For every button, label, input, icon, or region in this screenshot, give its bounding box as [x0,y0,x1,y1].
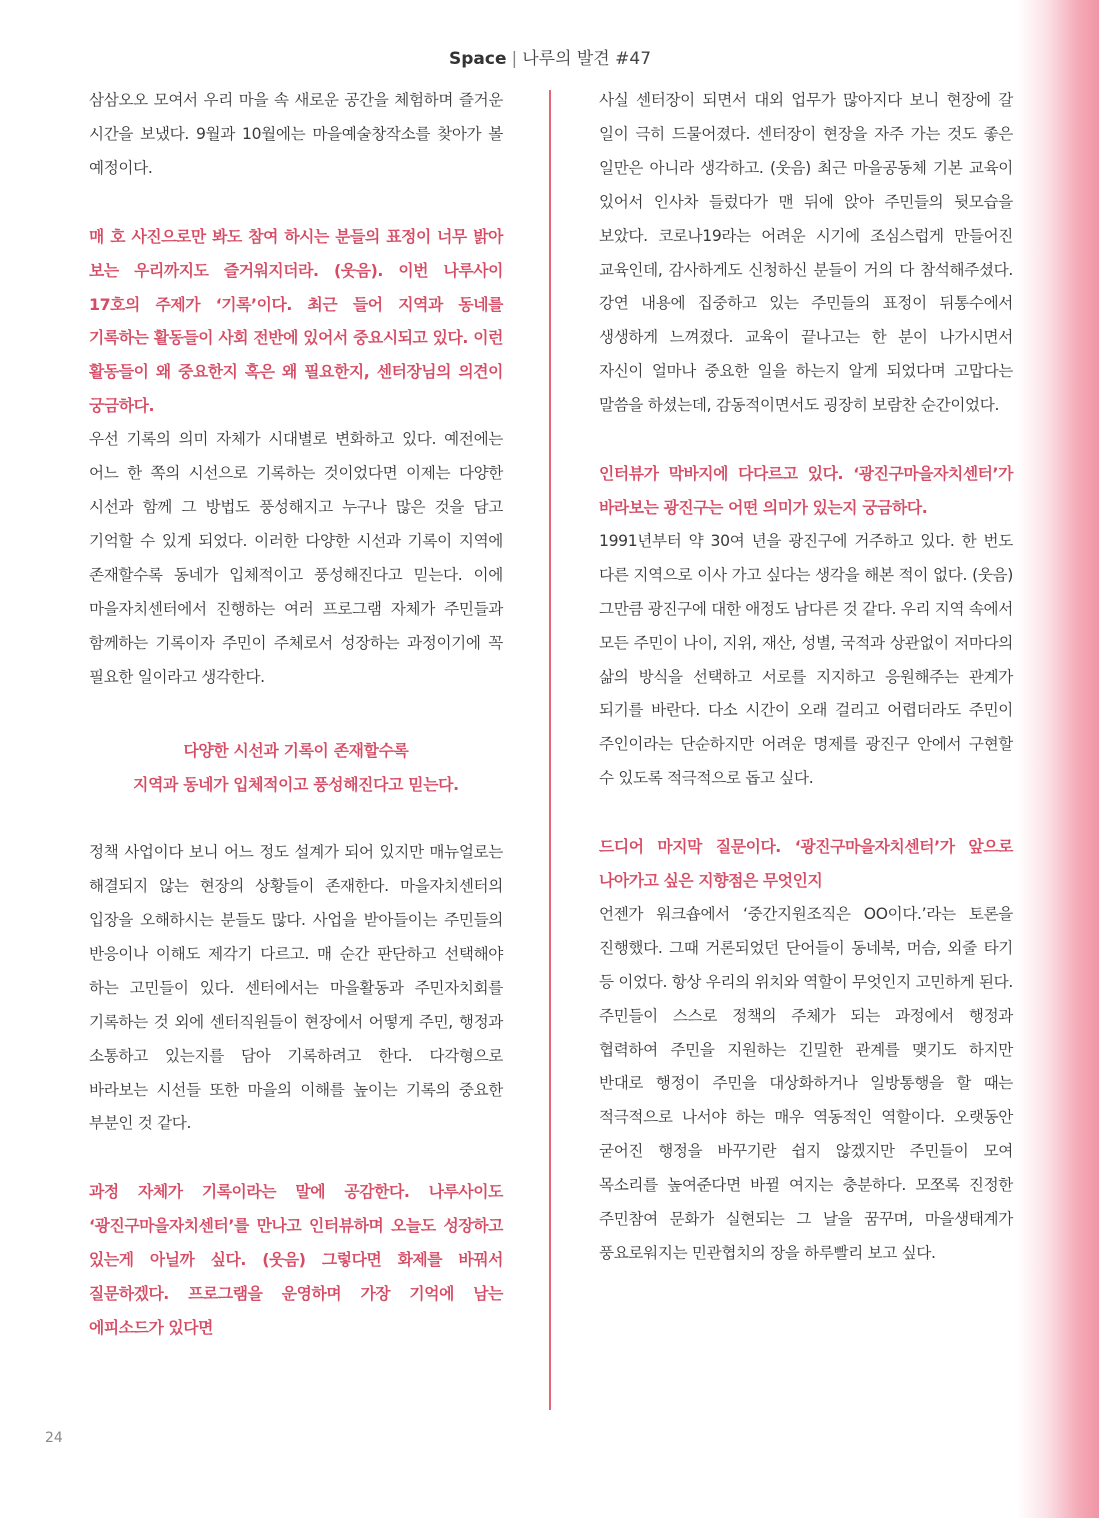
right-column [599,84,1013,1271]
issue-label: 나루의 발견 #47 [522,49,652,69]
answer-paragraph: 정책 사업이다 보니 어느 정도 설계가 되어 있지만 매뉴얼로는 해결되지 않는 현장의 상황들이 존재한다. 마을자치센터의 입장을 오해하시는 분들도 많다. 사업을 받아들이는 주민들의 반응이나 이해도 제각기 다르고. 매 순간 판단하고 선택해야 하는 고민들이 있다. 센터에서는 마을활동과 주민자치회를 기록하는 것 외에 센터직원들이 현장에서 어떻게 주민, 행정과 소통하고 있는지를 담아 기록하려고 한다. 다각형으로 바라보는 시선들 또한 마을의 이해를 높이는 기록의 중요한 부분인 것 같다. [89,843,503,1133]
answer-paragraph: 삼삼오오 모여서 우리 마을 속 새로운 공간을 체험하며 즐거운 시간을 보냈다. 9월과 10월에는 마을예술창작소를 찾아가 볼 예정이다. [89,91,503,177]
pull-quote-line: 다양한 시선과 기록이 존재할수록 [183,741,409,761]
interview-question: 매 호 사진으로만 봐도 참여 하시는 분들의 표정이 너무 밝아 보는 우리까지도 즐거워지더라. (웃음). 이번 나루사이 17호의 주제가 ‘기록’이다. 최근 들어 지역과 동네를 기록하는 활동들이 사회 전반에 있어서 중요시되고 있다. 이런 활동들이 왜 중요한지 혹은 왜 필요한지, 센터장님의 의견이 궁금하다. [89,226,503,416]
answer-paragraph: 우선 기록의 의미 자체가 시대별로 변화하고 있다. 예전에는 어느 한 쪽의 시선으로 기록하는 것이었다면 이제는 다양한 시선과 함께 그 방법도 풍성해지고 누구나 많은 것을 담고 기억할 수 있게 되었다. 이러한 다양한 시선과 기록이 지역에 존재할수록 동네가 입체적이고 풍성해진다고 믿는다. 이에 마을자치센터에서 진행하는 여러 프로그램 자체가 주민들과 함께하는 기록이자 주민이 주체로서 성장하는 과정이기에 꼭 필요한 일이라고 생각한다. [89,430,503,686]
interview-question: 드디어 마지막 질문이다. ‘광진구마을자치센터’가 앞으로 나아가고 싶은 지향점은 무엇인지 [599,837,1013,891]
answer-paragraph: 사실 센터장이 되면서 대외 업무가 많아지다 보니 현장에 갈 일이 극히 드물어졌다. 센터장이 현장을 자주 가는 것도 좋은 일만은 아니라 생각하고. (웃음) 최근 마을공동체 기본 교육이 있어서 인사차 들렀다가 맨 뒤에 앉아 주민들의 뒷모습을 보았다. 코로나19라는 어려운 시기에 조심스럽게 만들어진 교육인데, 감사하게도 신청하신 분들이 거의 다 참석해주셨다. 강연 내용에 집중하고 있는 주민들의 표정이 뒤통수에서 생생하게 느껴졌다. 교육이 끝나고는 한 분이 나가시면서 자신이 얼마나 중요한 일을 하는지 알게 되었다며 고맙다는 말씀을 하셨는데, 감동적이면서도 굉장히 보람찬 순간이었다. [599,91,1013,415]
pull-quote-line: 지역과 동네가 입체적이고 풍성해진다고 믿는다. [133,775,459,795]
left-column [89,84,503,1345]
interview-question: 과정 자체가 기록이라는 말에 공감한다. 나루사이도 ‘광진구마을자치센터’를 만나고 인터뷰하며 오늘도 성장하고 있는게 아닐까 싶다. (웃음) 그렇다면 화제를 바꿔서 질문하겠다. 프로그램을 운영하며 가장 기억에 남는 에피소드가 있다면 [89,1182,503,1337]
running-header [380,44,720,69]
answer-paragraph: 1991년부터 약 30여 년을 광진구에 거주하고 있다. 한 번도 다른 지역으로 이사 가고 싶다는 생각을 해본 적이 없다. (웃음) 그만큼 광진구에 대한 애정도 남다른 것 같다. 우리 지역 속에서 모든 주민이 나이, 지위, 재산, 성별, 국적과 상관없이 저마다의 삶의 방식을 선택하고 서로를 지지하고 응원해주는 관계가 되기를 바란다. 다소 시간이 오래 걸리고 어렵더라도 주민이 주인이라는 단순하지만 어려운 명제를 광진구 안에서 구현할 수 있도록 적극적으로 돕고 싶다. [599,531,1013,788]
interview-question: 인터뷰가 막바지에 다다르고 있다. ‘광진구마을자치센터’가 바라보는 광진구는 어떤 의미가 있는지 궁금하다. [599,464,1013,517]
pull-quote [89,734,503,802]
page-number: 24 [45,1430,63,1446]
header-separator: | [511,49,518,69]
section-label: Space [448,49,507,69]
pink-edge-band [1017,0,1099,1518]
answer-paragraph: 언젠가 워크숍에서 ‘중간지원조직은 OO이다.’라는 토론을 진행했다. 그때 거론되었던 단어들이 동네북, 머슴, 외줄 타기 등 이었다. 항상 우리의 위치와 역할이 무엇인지 고민하게 된다. 주민들이 스스로 정책의 주체가 되는 과정에서 행정과 협력하여 주민을 지원하는 긴밀한 관계를 맺기도 하지만 반대로 행정이 주민을 대상화하거나 일방통행을 할 때는 적극적으로 나서야 하는 매우 역동적인 역할이다. 오랫동안 굳어진 행정을 바꾸기란 쉽지 않겠지만 주민들이 모여 목소리를 높여준다면 바뀔 여지는 충분하다. 모쪼록 진정한 주민참여 문화가 실현되는 그 날을 꿈꾸며, 마을생태계가 풍요로워지는 민관협치의 장을 하루빨리 보고 싶다. [599,904,1013,1262]
column-divider [549,90,551,1410]
